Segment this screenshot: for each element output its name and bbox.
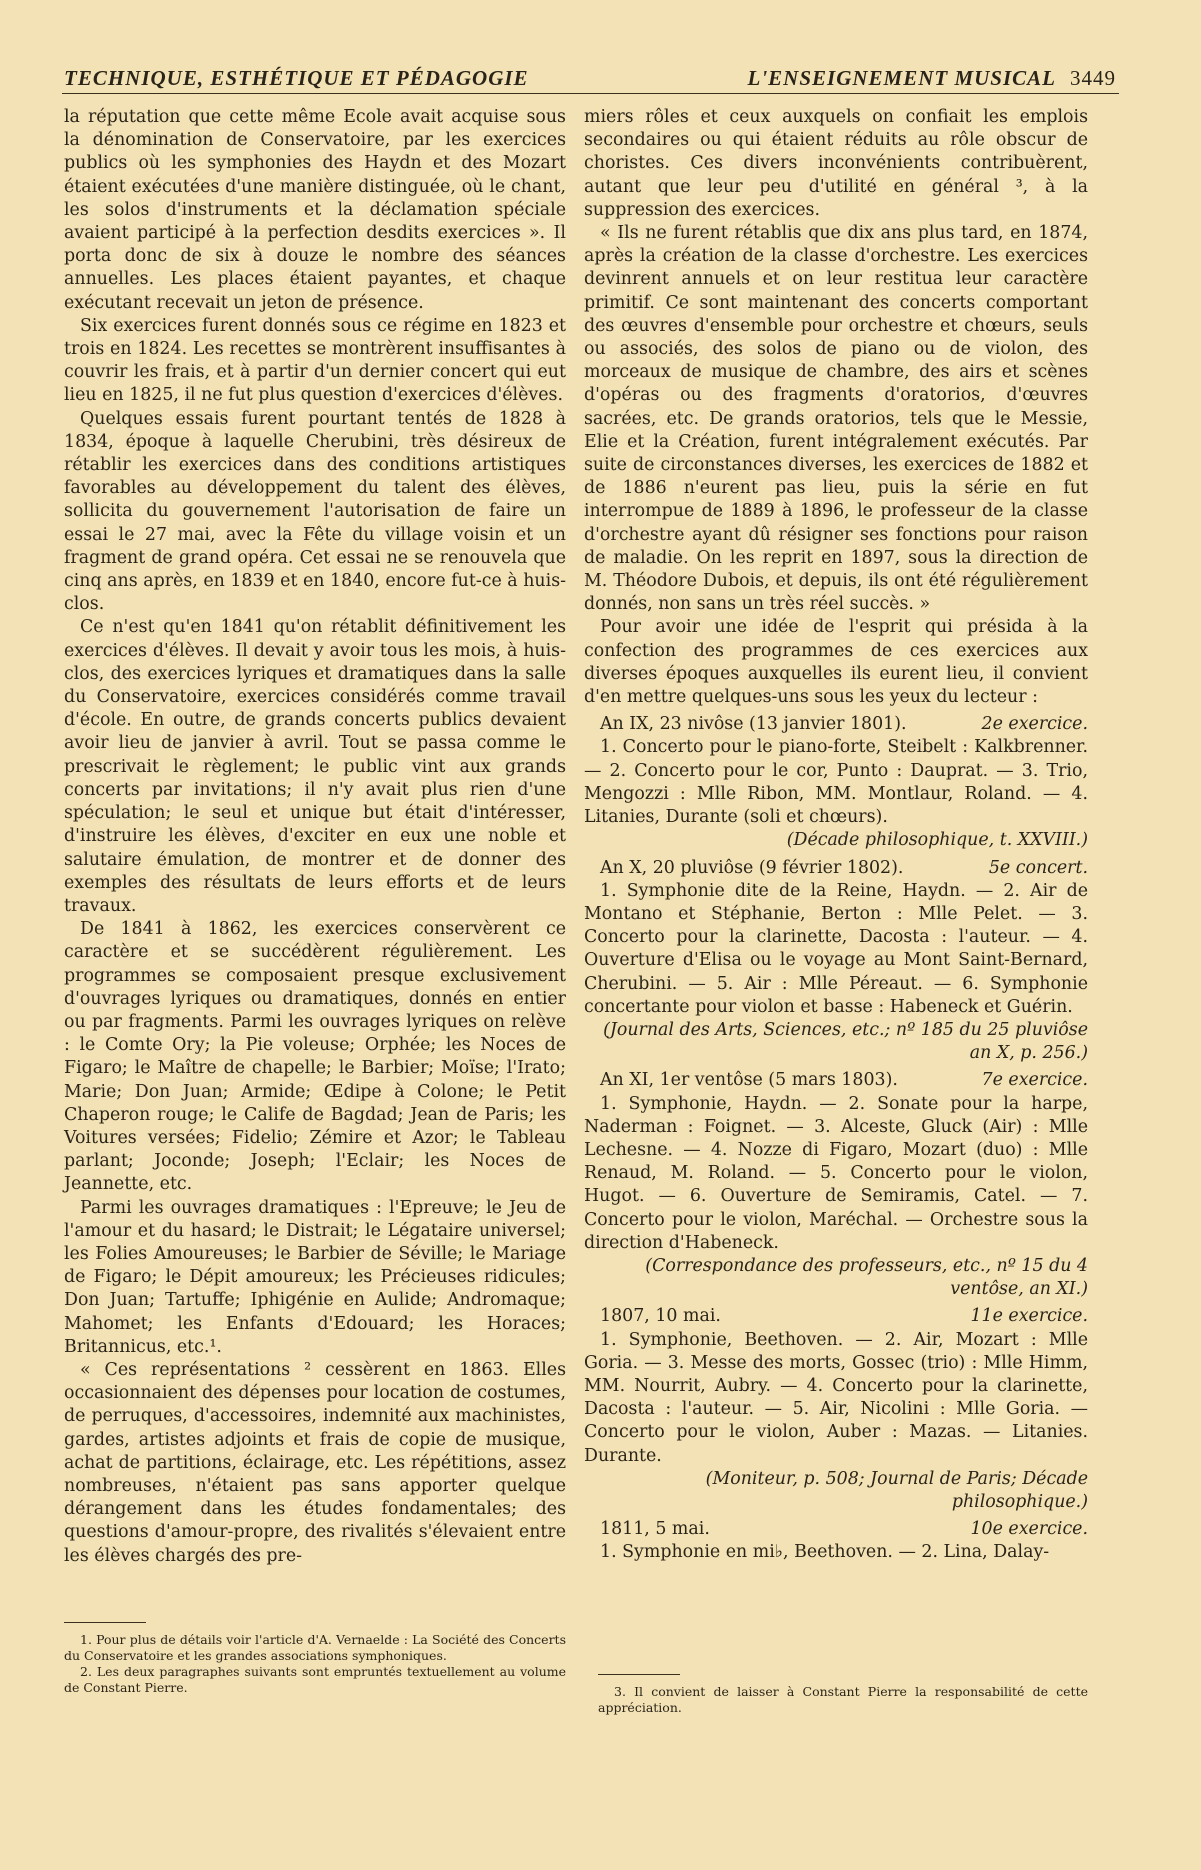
right-column <box>584 106 1088 1565</box>
program-entry <box>584 713 1088 852</box>
program-date: 1811, 5 mai. <box>600 1519 710 1540</box>
program-source: (Décade philosophique, t. XXVIII.) <box>786 830 1088 851</box>
paragraph: De 1841 à 1862, les exercices conservèrent ce caractère et se succédèrent régulièrement. Les programmes se composaient presque exclusivement d'ouvrages lyriques ou dramatiques, donnés en entier ou par fragments. Parmi les ouvrages lyriques on relève : le Comte Ory; la Pie voleuse; Orphée; les Noces de Figaro; le Maître de chapelle; le Barbier; Moïse; l'Irato; Marie; Don Juan; Armide; Œdipe à Colone; le Petit Chaperon rouge; le Calife de Bagdad; Jean de Paris; les Voitures versées; Fidelio; Zémire et Azor; le Tableau parlant; Joconde; Joseph; l'Eclair; les Noces de Jeannette, etc. <box>64 919 566 1195</box>
program-heading <box>584 1305 1088 1328</box>
program-body: 1. Symphonie dite de la Reine, Haydn. — 2. Air de Montano et Stéphanie, Berton : Mlle Pelet. — 3. Concerto pour la clarinette, Dacosta : l'auteur. — 4. Ouverture d'Elisa ou le voyage au Mont Saint-Bernard, Cherubini. — 5. Air : Mlle Péreaut. — 6. Symphonie concertante pour violon et basse : Habeneck et Guérin. <box>584 880 1088 1017</box>
paragraph: Pour avoir une idée de l'esprit qui présida à la confection des programmes de ces exercices aux diverses époques auxquelles ils eurent lieu, il convient d'en mettre quelques-uns sous les yeux du lecteur : <box>584 617 1088 708</box>
running-header <box>64 62 1116 96</box>
program-entry <box>584 1518 1088 1564</box>
paragraph: « Ces représentations ² cessèrent en 1863. Elles occasionnaient des dépenses pour location de costumes, de perruques, d'accessoires, indemnité aux machinistes, gardes, artistes adjoints et frais de copie de musique, achat de partitions, éclairage, etc. Les répétitions, assez nombreuses, n'étaient pas sans apporter quelque dérangement dans les études fondamentales; des questions d'amour-propre, des rivalités s'élevaient entre les élèves chargés des pre- <box>64 1359 566 1566</box>
footnote: 1. Pour plus de détails voir l'article d'A. Vernaelde : La Société des Concerts du Conservatoire et les grandes associations symphoniques. <box>64 1632 566 1663</box>
paragraph: miers rôles et ceux auxquels on confiait les emplois secondaires ou qui étaient réduits au rôle obscur de choristes. Ces divers inconvénients contribuèrent, autant que leur peu d'utilité en général ³, à la suppression des exercices. <box>584 107 1088 220</box>
program-label: 11e exercice. <box>970 1306 1088 1327</box>
program-heading <box>584 1069 1088 1092</box>
paragraph: la réputation que cette même Ecole avait acquise sous la dénomination de Conservatoire, par les exercices publics où les symphonies des Haydn et des Mozart étaient exécutées d'une manière distinguée, où le chant, les solos d'instruments et la déclamation spéciale avaient participé à la perfection desdits exercices ». Il porta donc de six à douze le nombre des séances annuelles. Les places étaient payantes, et chaque exécutant recevait un jeton de présence. <box>64 107 566 313</box>
page-number: 3449 <box>1070 66 1116 90</box>
program-heading <box>584 1518 1088 1541</box>
program-date: 1807, 10 mai. <box>600 1306 721 1327</box>
program-label: 10e exercice. <box>970 1519 1088 1540</box>
paragraph: Parmi les ouvrages dramatiques : l'Epreuve; le Jeu de l'amour et du hasard; le Distrait; le Légataire universel; les Folies Amoureuses; le Barbier de Séville; le Mariage de Figaro; le Dépit amoureux; les Précieuses ridicules; Don Juan; Tartuffe; Iphigénie en Aulide; Andromaque; Mahomet; les Enfants d'Edouard; les Horaces; Britannicus, etc.¹. <box>64 1197 566 1357</box>
program-label: 2e exercice. <box>981 714 1088 735</box>
footnote: 2. Les deux paragraphes suivants sont empruntés textuellement au volume de Constant Pierre. <box>64 1664 566 1695</box>
paragraph: Six exercices furent donnés sous ce régime en 1823 et trois en 1824. Les recettes se montrèrent insuffisantes à couvrir les frais, et à partir d'un dernier concert qui eut lieu en 1825, il ne fut plus question d'exercices d'élèves. <box>64 315 566 406</box>
program-date: An X, 20 pluviôse (9 février 1802). <box>600 857 904 878</box>
footnote-rule <box>598 1674 680 1675</box>
header-right-title: L'ENSEIGNEMENT MUSICAL <box>747 66 1056 90</box>
program-body: 1. Symphonie en mi♭, Beethoven. — 2. Lina, Dalay- <box>600 1542 1050 1563</box>
program-source: (Journal des Arts, Sciences, etc.; nº 185 du 25 pluviôse an X, p. 256.) <box>603 1019 1088 1064</box>
header-rule <box>62 93 1119 94</box>
program-body: 1. Symphonie, Haydn. — 2. Sonate pour la harpe, Naderman : Foignet. — 3. Alceste, Gluck (Air) : Mlle Lechesne. — 4. Nozze di Figaro, Mozart (duo) : Mlle Renaud, M. Roland. — 5. Concerto pour le violon, Hugot. — 6. Ouverture de Semiramis, Catel. — 7. Concerto pour le violon, Maréchal. — Orchestre sous la direction d'Habeneck. <box>584 1093 1088 1253</box>
program-label: 7e exercice. <box>981 1070 1088 1091</box>
footnote: 3. Il convient de laisser à Constant Pierre la responsabilité de cette appréciation. <box>598 1684 1088 1715</box>
program-body: 1. Symphonie, Beethoven. — 2. Air, Mozart : Mlle Goria. — 3. Messe des morts, Gossec (trio) : Mlle Himm, MM. Nourrit, Aubry. — 4. Concerto pour la clarinette, Dacosta : l'auteur. — 5. Air, Nicolini : Mlle Goria. — Concerto pour le violon, Auber : Mazas. — Litanies. Durante. <box>584 1329 1088 1466</box>
program-heading <box>584 857 1088 880</box>
program-entry <box>584 1069 1088 1301</box>
left-column <box>64 106 566 1568</box>
footnotes-right <box>598 1684 1088 1716</box>
program-source: (Correspondance des professeurs, etc., nº 15 du 4 ventôse, an XI.) <box>645 1255 1088 1300</box>
program-body: 1. Concerto pour le piano-forte, Steibelt : Kalkbrenner. — 2. Concerto pour le cor, Punto : Dauprat. — 3. Trio, Mengozzi : Mlle Ribon, MM. Montlaur, Roland. — 4. Litanies, Durante (soli et chœurs). <box>584 737 1088 828</box>
paragraph: « Ils ne furent rétablis que dix ans plus tard, en 1874, après la création de la classe d'orchestre. Les exercices devinrent annuels et on leur restitua leur caractère primitif. Ce sont maintenant des concerts comportant des œuvres d'ensemble pour orchestre et chœurs, seuls ou associés, des solos de piano ou de violon, des morceaux de musique de chambre, des airs et scènes d'opéras ou des fragments d'oratorios, d'œuvres sacrées, etc. De grands oratorios, tels que le Messie, Elie et la Création, furent intégralement exécutés. Par suite de circonstances diverses, les exercices de 1882 et de 1886 n'eurent pas lieu, puis la série en fut interrompue de 1889 à 1896, le professeur de la classe d'orchestre ayant dû résigner ses fonctions pour raison de maladie. On les reprit en 1897, sous la direction de M. Théodore Dubois, et depuis, ils ont été régulièrement donnés, non sans un très réel succès. » <box>584 223 1088 615</box>
program-date: An IX, 23 nivôse (13 janvier 1801). <box>600 714 907 735</box>
program-entry <box>584 1305 1088 1514</box>
header-left-title: TECHNIQUE, ESTHÉTIQUE ET PÉDAGOGIE <box>64 66 529 90</box>
paragraph: Quelques essais furent pourtant tentés de 1828 à 1834, époque à laquelle Cherubini, très désireux de rétablir les exercices dans des conditions artistiques favorables au développement du talent des élèves, sollicita du gouvernement l'autorisation de faire un essai le 27 mai, avec la Fête du village voisin et un fragment de grand opéra. Cet essai ne se renouvela que cinq ans après, en 1839 et en 1840, encore fut-ce à huis-clos. <box>64 408 566 615</box>
paragraph: Ce n'est qu'en 1841 qu'on rétablit définitivement les exercices d'élèves. Il devait y avoir tous les mois, à huis-clos, des exercices lyriques et dramatiques dans la salle du Conservatoire, exercices considérés comme travail d'école. En outre, de grands concerts publics devaient avoir lieu de janvier à avril. Tout se passa comme le prescrivait le règlement; le public vint aux grands concerts par invitations; il n'y avait plus rien d'une spéculation; le seul et unique but était d'intéresser, d'instruire les élèves, d'exciter en eux une noble et salutaire émulation, de montrer et de donner des exemples des résultats de leurs efforts et de leurs travaux. <box>64 617 566 916</box>
footnotes-left <box>64 1632 566 1696</box>
program-label: 5e concert. <box>988 857 1088 878</box>
program-entry <box>584 857 1088 1066</box>
footnote-rule <box>64 1622 146 1623</box>
program-heading <box>584 713 1088 736</box>
program-date: An XI, 1er ventôse (5 mars 1803). <box>600 1070 898 1091</box>
program-source: (Moniteur, p. 508; Journal de Paris; Décade philosophique.) <box>705 1468 1088 1512</box>
